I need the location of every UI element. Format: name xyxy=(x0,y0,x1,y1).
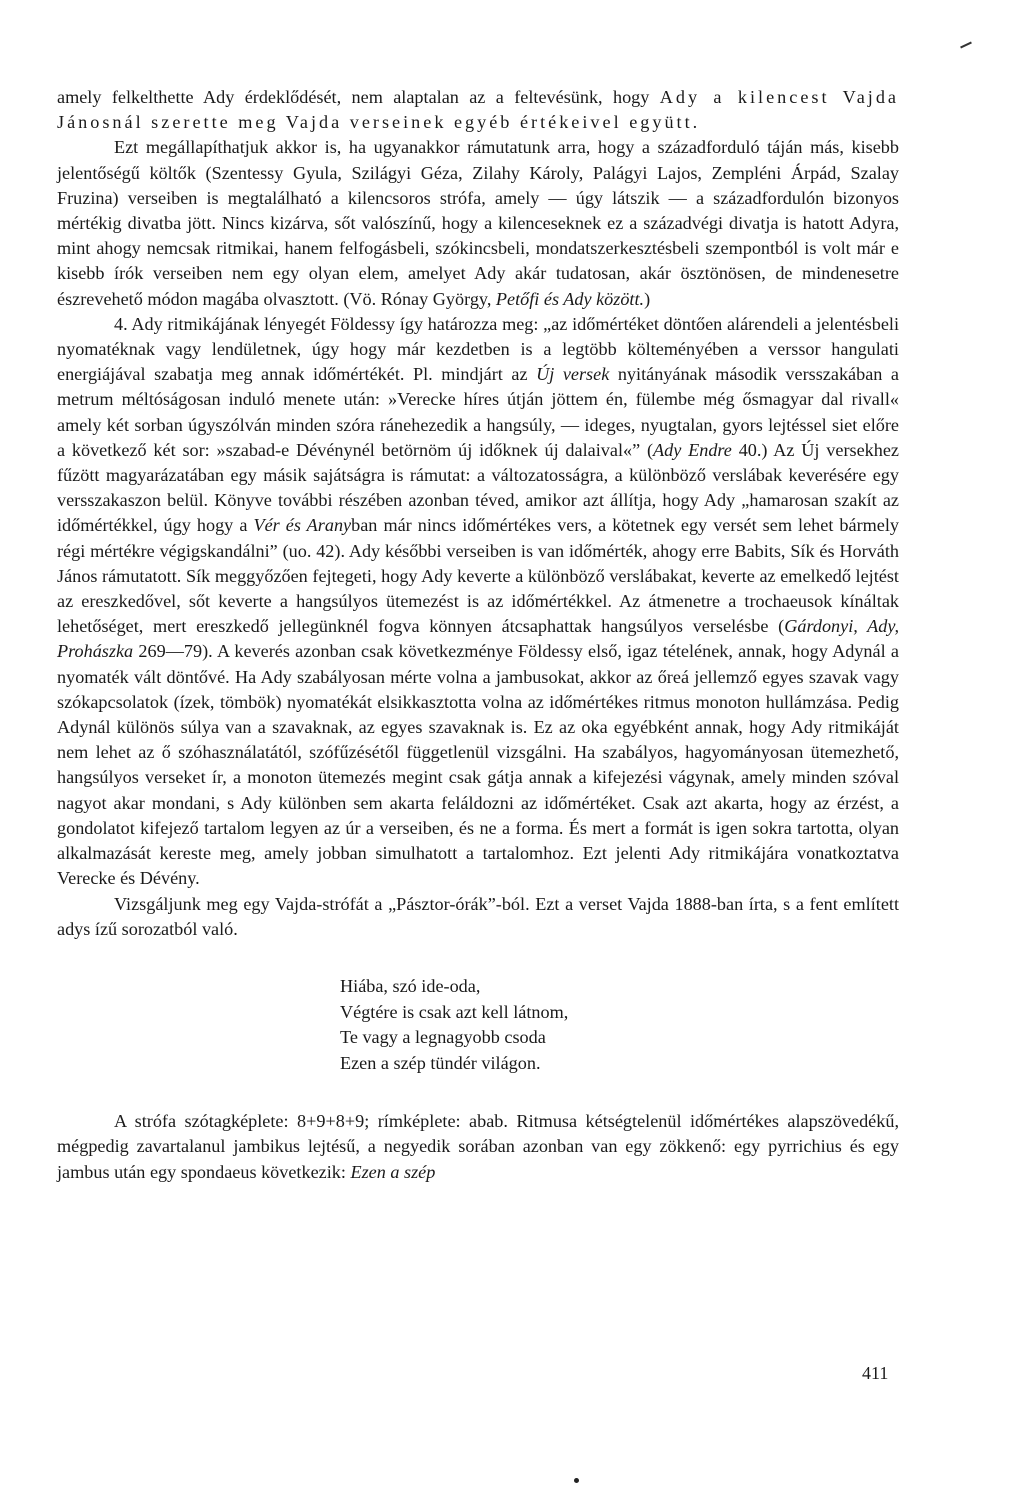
paragraph-4: Vizsgáljunk meg egy Vajda-strófát a „Pásztor-órák”-ból. Ezt a verset Vajda 1888-ban írta, s a fent említett adys ízű sorozatból való. xyxy=(57,893,899,939)
paragraph-3: 4. Ady ritmikájának lényegét Földessy így határozza meg: „az időmértéket döntően alárendeli a jelentésbeli nyomatéknak vagy lendületnek, úgy hogy már kezdetben is a legtöbb költeményében a verssor hangulati energiájával szabatja meg annak időmértékét. Pl. mindjárt az Új versek nyitányának második versszakában a metrum méltóságosan induló menete után: »Verecke híres útján jöttem én, fülembe még ősmagyar dal rivall« amely két sorban úgyszólván minden szóra ránehezedik a hangsúly, — ideges, nyugtalan, gyors lejtéssel siet előre a következő két sor: »szabad-e Dévénynél betörnöm új időknek új dalaival«” (Ady Endre 40.) Az Új versekhez fűzött magyarázatában egy másik sajátságra is rámutat: a változatosságra, a különböző verslábak keverésére egy versszakaszon belül. Könyve további részében azonban téved, amikor azt állítja, hogy Ady „hamarosan szakít az időmértékkel, úgy hogy a Vér és Aranyban már nincs időmértékes vers, a kötetnek egy versét sem lehet bármely régi mértékre végigskandálni” (uo. 42). Ady későbbi verseiben is van időmérték, ahogy erre Babits, Sík és Horváth János rámutatott. Sík meggyőzően fejtegeti, hogy Ady keverte a különböző verslábakat, keverte az emelkedő lejtést az ereszkedővel, sőt keverte a hangsúlyos ütemezést is az időmértékkel. Az átmenetre a trochaeusok kínáltak lehetőséget, mert ereszkedő jellegünknél fogva könnyen átcsaphattak hangsúlyos verselésbe (Gárdonyi, Ady, Prohászka 269—79). A keverés azonban csak következménye Földessy első, igaz tételének, annak, hogy Adynál a nyomaték vált döntővé. Ha Ady szabályosan mérte volna a jambusokat, akkor az őreá jellemző egyes szavak vagy szókapcsolatok (ízek, tömbök) nyomatékát elsikkasztotta volna az időmértékes ritmus monoton hullámzása. Pedig Adynál különös súlya van a szavaknak, az egyes szavaknak is. Ez az oka egyébként annak, hogy Ady ritmikáját nem lehet az ő szóhasználatától, szófűzésétől függetlenül vizsgálni. Ha szabályos, hagyományosan ütemezhető, hangsúlyos verseket ír, a monoton ütemezés megint csak gátja annak a kifejezési vágynak, amely minden szóval nagyot akar mondani, s Ady különben sem akarta feláldozni az időmértéket. Csak azt akarta, hogy az érzést, a gondolatot kifejező tartalom legyen az úr a verseiben, és ne a forma. És mert a formát is igen sokra tartotta, olyan alkalmazását kereste meg, amely jobban simulhatott a tartalomhoz. Ezt jelenti Ady ritmikájára vonatkoztatva Verecke és Dévény. xyxy=(57,313,900,889)
paragraph-1: amely felkelthette Ady érdeklődését, nem alaptalan az a feltevésünk, hogy Ady a kilencest Vajda Jánosnál szerette meg Vajda verseinek egyéb értékeivel együtt. xyxy=(57,87,899,133)
verse-line: Végtére is csak azt kell látnom, xyxy=(340,1001,569,1022)
page-number: 411 xyxy=(862,1363,889,1383)
body-text xyxy=(57,85,899,1185)
verse-line: Hiába, szó ide-oda, xyxy=(340,975,481,996)
paragraph-2: Ezt megállapíthatjuk akkor is, ha ugyanakkor rámutatunk arra, hogy a századforduló táján más, kisebb jelentőségű költők (Szentessy Gyula, Szilágyi Géza, Zilahy Károly, Palágyi Lajos, Zempléni Árpád, Szalay Fruzina) verseiben is megtalálható a kilencsoros strófa, amely — úgy látszik — a századfordulón bizonyos mértékig divatba jött. Nincs kizárva, sőt valószínű, hogy a kilenceseknek ez a századvégi divatja is hatott Adyra, mint ahogy nemcsak ritmikai, hanem felfogásbeli, szókincsbeli, mondatszerkesztésbeli szempontból is volt már e kisebb írók verseiben nem egy olyan elem, amelyet Ady akár tudatosan, akár ösztönösen, de mindenesetre észrevehető módon magába olvasztott. (Vö. Rónay György, Petőfi és Ady között.) xyxy=(57,137,899,309)
scan-dot xyxy=(574,1478,579,1483)
scan-mark xyxy=(960,42,972,49)
paragraph-5: A strófa szótagképlete: 8+9+8+9; rímképlete: abab. Ritmusa kétségtelenül időmértékes alapszövedékű, mégpedig zavartalanul jambikus lejtésű, a negyedik sorában azonban van egy zökkenő: egy pyrrichius és egy jambus után egy spondaeus következik: Ezen a szép xyxy=(57,1111,899,1182)
verse-line: Ezen a szép tündér világon. xyxy=(340,1052,541,1073)
verse-quote xyxy=(340,974,899,1076)
verse-line: Te vagy a legnagyobb csoda xyxy=(340,1027,546,1048)
